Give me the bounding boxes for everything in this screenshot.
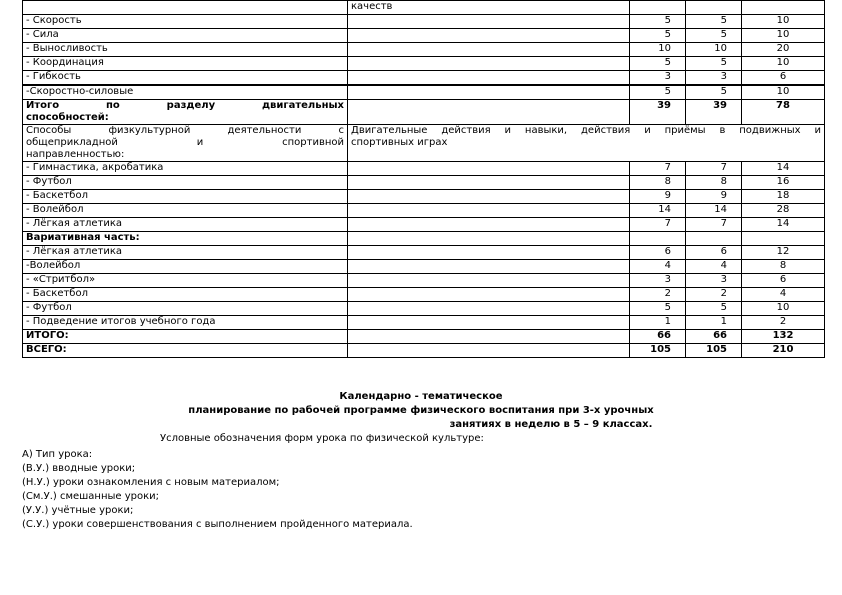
legend-subtitle: Условные обозначения форм урока по физической культуре: (160, 433, 484, 444)
legend-line: (У.У.) учётные уроки; (22, 505, 134, 516)
calendar-title: Календарно - тематическое (339, 391, 503, 402)
section-right-line: спортивных играх (351, 137, 448, 148)
variative-row: Вариативная часть: (23, 232, 825, 246)
section-row (23, 125, 825, 162)
subtotal-row: Итого по разделу двигательных способностей: 39 39 78 (23, 100, 825, 125)
table-row: - Координация 5 5 10 (23, 57, 825, 71)
table-row (23, 1, 825, 15)
legend-line: (Н.У.) уроки ознакомления с новым материалом; (22, 477, 280, 488)
table-row: - Баскетбол 2 2 4 (23, 288, 825, 302)
table-row: - Лёгкая атлетика 7 7 14 (23, 218, 825, 232)
table-row: -Скоростно-силовые 5 5 10 (23, 85, 825, 100)
table-row: - Футбол 5 5 10 (23, 302, 825, 316)
calendar-title-line3: занятиях в неделю в 5 – 9 классах. (449, 419, 653, 430)
table-row: - Сила 5 5 10 (23, 29, 825, 43)
table-row: - Волейбол 14 14 28 (23, 204, 825, 218)
table-cell: качеств (348, 1, 630, 15)
table-row: - «Стритбол» 3 3 6 (23, 274, 825, 288)
table-row: - Гибкость 3 3 6 (23, 71, 825, 86)
table-row: - Футбол 8 8 16 (23, 176, 825, 190)
calendar-title-line2: планирование по рабочей программе физического воспитания при 3-х урочных (188, 405, 654, 416)
legend-line: А) Тип урока: (22, 449, 93, 460)
table-row: -Волейбол 4 4 8 (23, 260, 825, 274)
hours-table (22, 0, 825, 358)
legend-line: (С.У.) уроки совершенствования с выполнением пройденного материала. (22, 519, 413, 530)
table-row: - Подведение итогов учебного года 1 1 2 (23, 316, 825, 330)
table-row: - Выносливость 10 10 20 (23, 43, 825, 57)
table-row: - Скорость 5 5 10 (23, 15, 825, 29)
section-right-line: Двигательные действия и навыки, действия и приёмы в подвижных и (351, 125, 821, 136)
section-left-line: общеприкладной и спортивной (26, 137, 344, 148)
total-row: ИТОГО: 66 66 132 (23, 330, 825, 344)
table-row: - Гимнастика, акробатика 7 7 14 (23, 162, 825, 176)
subtotal-label-line: Итого по разделу двигательных (26, 100, 344, 111)
table-cell (23, 1, 348, 15)
legend-line: (См.У.) смешанные уроки; (22, 491, 160, 502)
section-left-line: Способы физкультурной деятельности с (26, 125, 344, 136)
grand-total-row: ВСЕГО: 105 105 210 (23, 344, 825, 358)
legend-line: (В.У.) вводные уроки; (22, 463, 136, 474)
subtotal-label-line: способностей: (26, 112, 109, 123)
section-left-line: направленностью: (26, 149, 125, 160)
table-row: - Баскетбол 9 9 18 (23, 190, 825, 204)
table-row: - Лёгкая атлетика 6 6 12 (23, 246, 825, 260)
